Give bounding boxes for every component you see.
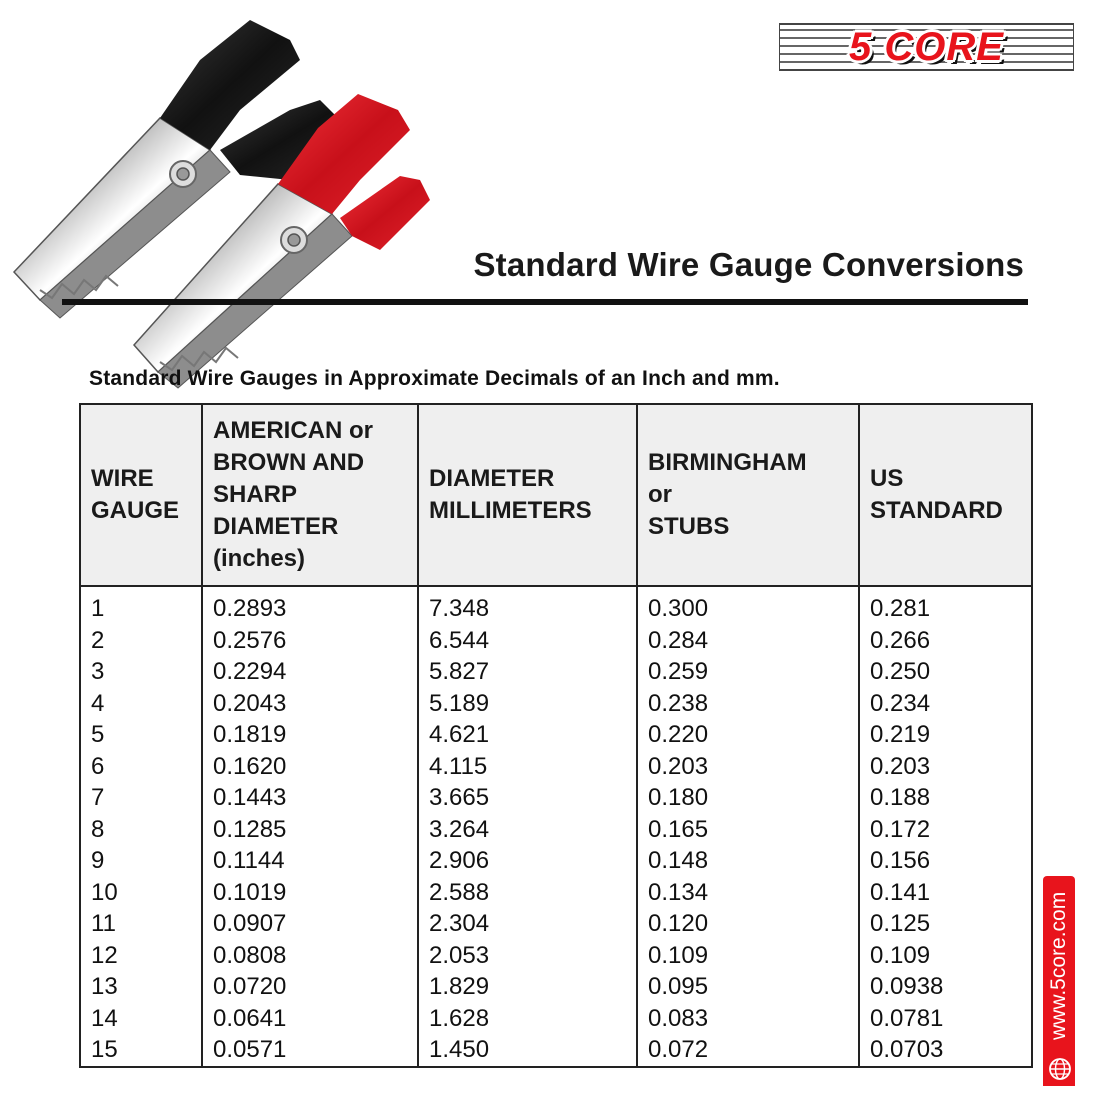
cell-mm: 2.304 [418,908,637,940]
alligator-clips-image [0,0,460,400]
cell-mm: 4.621 [418,719,637,751]
cell-mm: 7.348 [418,586,637,625]
cell-birmingham: 0.238 [637,688,859,720]
table-row [80,751,1032,783]
table-row [80,688,1032,720]
table-row [80,845,1032,877]
cell-us: 0.266 [859,625,1032,657]
header-american-diameter: AMERICAN or BROWN AND SHARP DIAMETER (inches) [202,404,418,586]
cell-us: 0.219 [859,719,1032,751]
cell-american: 0.1443 [202,782,418,814]
cell-mm: 1.628 [418,1003,637,1035]
cell-mm: 1.450 [418,1034,637,1067]
table-subtitle: Standard Wire Gauges in Approximate Decimals of an Inch and mm. [89,367,780,390]
cell-birmingham: 0.134 [637,877,859,909]
cell-gauge: 6 [80,751,202,783]
cell-us: 0.250 [859,656,1032,688]
cell-gauge: 7 [80,782,202,814]
cell-birmingham: 0.180 [637,782,859,814]
cell-gauge: 8 [80,814,202,846]
table-header-row [80,404,1032,586]
table-row [80,971,1032,1003]
table-row [80,1034,1032,1067]
cell-mm: 2.053 [418,940,637,972]
cell-us: 0.125 [859,908,1032,940]
cell-us: 0.188 [859,782,1032,814]
cell-gauge: 2 [80,625,202,657]
cell-birmingham: 0.300 [637,586,859,625]
cell-gauge: 1 [80,586,202,625]
cell-us: 0.0781 [859,1003,1032,1035]
header-us-standard: US STANDARD [859,404,1032,586]
cell-american: 0.1019 [202,877,418,909]
cell-american: 0.1819 [202,719,418,751]
globe-icon [1048,1057,1072,1081]
cell-american: 0.0720 [202,971,418,1003]
wire-gauge-table [79,403,1033,1068]
page-title: Standard Wire Gauge Conversions [473,246,1024,283]
cell-birmingham: 0.259 [637,656,859,688]
cell-birmingham: 0.120 [637,908,859,940]
website-url[interactable]: www.5core.com [1047,891,1070,1040]
cell-gauge: 14 [80,1003,202,1035]
cell-birmingham: 0.220 [637,719,859,751]
cell-us: 0.109 [859,940,1032,972]
cell-american: 0.2294 [202,656,418,688]
cell-american: 0.1285 [202,814,418,846]
table-row [80,782,1032,814]
cell-american: 0.2576 [202,625,418,657]
cell-mm: 3.264 [418,814,637,846]
table-row [80,719,1032,751]
cell-american: 0.2043 [202,688,418,720]
cell-us: 0.203 [859,751,1032,783]
title-divider [62,299,1028,305]
cell-birmingham: 0.203 [637,751,859,783]
cell-birmingham: 0.083 [637,1003,859,1035]
table-row [80,814,1032,846]
cell-birmingham: 0.284 [637,625,859,657]
table-row [80,877,1032,909]
table-row [80,625,1032,657]
cell-birmingham: 0.148 [637,845,859,877]
cell-gauge: 9 [80,845,202,877]
cell-us: 0.172 [859,814,1032,846]
cell-birmingham: 0.072 [637,1034,859,1067]
cell-american: 0.0571 [202,1034,418,1067]
logo-text: 5 CORE [849,24,1004,69]
cell-gauge: 5 [80,719,202,751]
cell-american: 0.0808 [202,940,418,972]
cell-american: 0.0907 [202,908,418,940]
cell-mm: 5.827 [418,656,637,688]
cell-gauge: 4 [80,688,202,720]
cell-american: 0.1144 [202,845,418,877]
cell-mm: 4.115 [418,751,637,783]
cell-us: 0.141 [859,877,1032,909]
cell-us: 0.281 [859,586,1032,625]
cell-birmingham: 0.165 [637,814,859,846]
cell-gauge: 15 [80,1034,202,1067]
cell-mm: 2.906 [418,845,637,877]
brand-logo [779,22,1074,72]
cell-mm: 6.544 [418,625,637,657]
header-birmingham-stubs: BIRMINGHAM or STUBS [637,404,859,586]
cell-us: 0.156 [859,845,1032,877]
cell-us: 0.0938 [859,971,1032,1003]
cell-gauge: 12 [80,940,202,972]
table-row [80,940,1032,972]
cell-us: 0.234 [859,688,1032,720]
cell-gauge: 3 [80,656,202,688]
cell-gauge: 13 [80,971,202,1003]
table-row [80,908,1032,940]
table-body [80,586,1032,1067]
table-row [80,656,1032,688]
cell-mm: 2.588 [418,877,637,909]
cell-american: 0.0641 [202,1003,418,1035]
table-row [80,1003,1032,1035]
header-diameter-mm: DIAMETER MILLIMETERS [418,404,637,586]
header-wire-gauge: WIRE GAUGE [80,404,202,586]
cell-american: 0.2893 [202,586,418,625]
cell-birmingham: 0.095 [637,971,859,1003]
cell-birmingham: 0.109 [637,940,859,972]
cell-mm: 5.189 [418,688,637,720]
table-row [80,586,1032,625]
cell-gauge: 10 [80,877,202,909]
cell-mm: 3.665 [418,782,637,814]
cell-american: 0.1620 [202,751,418,783]
cell-us: 0.0703 [859,1034,1032,1067]
cell-mm: 1.829 [418,971,637,1003]
cell-gauge: 11 [80,908,202,940]
